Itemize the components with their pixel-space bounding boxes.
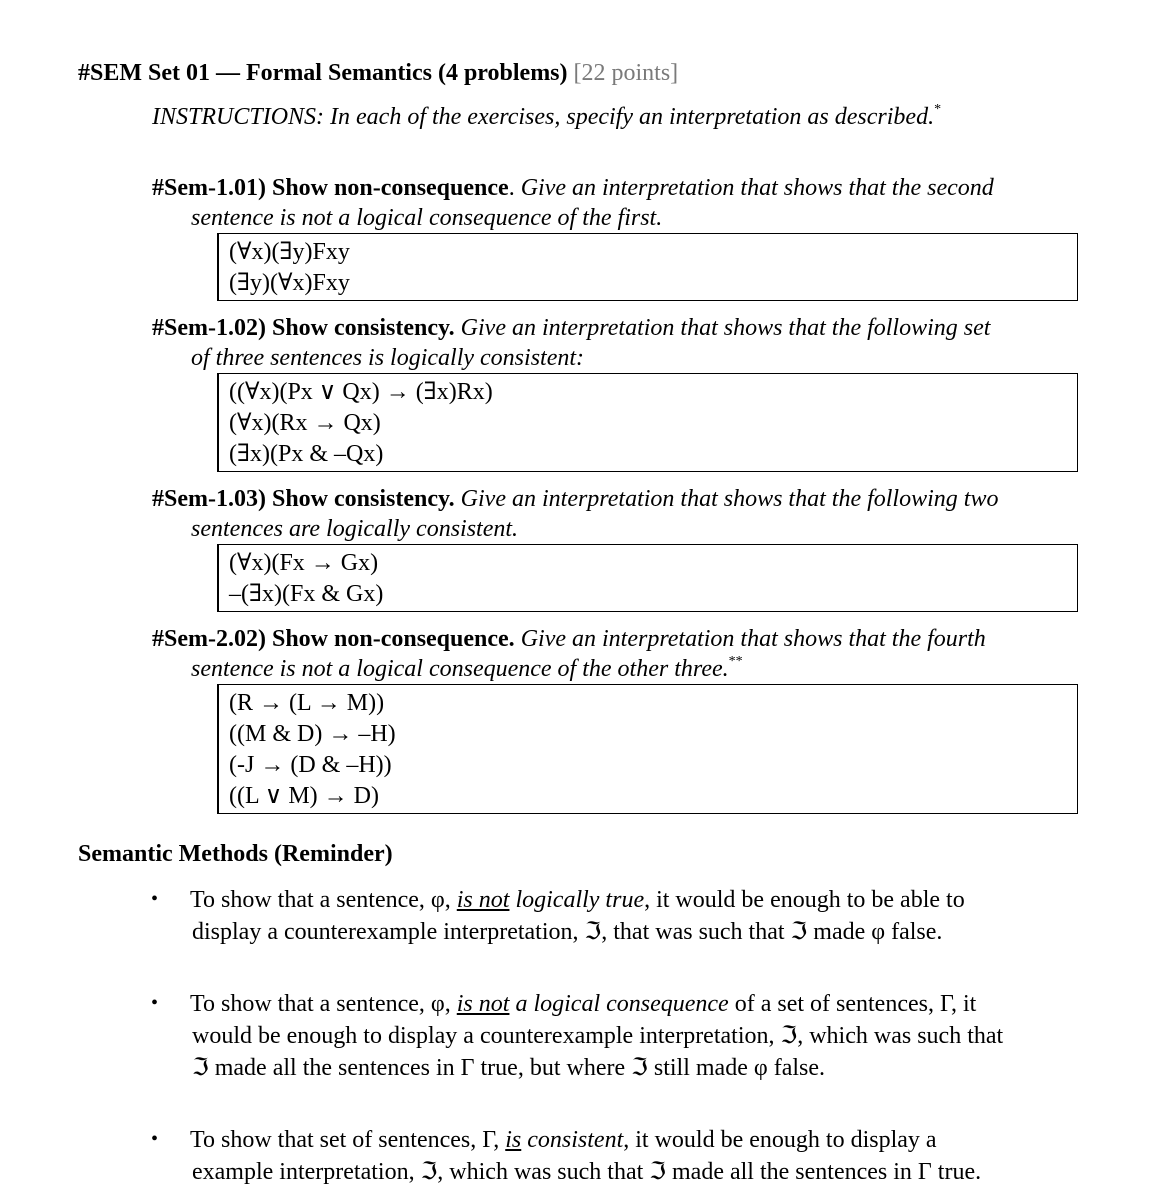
page-title xyxy=(78,60,678,87)
problem-2-heading xyxy=(152,315,990,342)
instructions xyxy=(152,104,941,131)
bullet-2-line-2: would be enough to display a counterexample interpretation, ℑ, which was such that xyxy=(192,1023,1004,1049)
section-title: Semantic Methods (Reminder) xyxy=(78,841,393,867)
sentence: (∀x)(Rx → Qx) xyxy=(229,410,381,436)
sentence: ((M & D) → –H) xyxy=(229,721,396,747)
bullet-icon: • xyxy=(151,992,159,1014)
instructions-text: INSTRUCTIONS: In each of the exercises, specify an interpretation as described. xyxy=(152,104,935,130)
problem-3-sentences xyxy=(217,544,1078,612)
text: To show that a sentence, φ, xyxy=(190,887,457,913)
emphasis: consistent xyxy=(521,1127,624,1153)
bullet-icon: • xyxy=(151,888,159,910)
text: , it would be enough to display a xyxy=(623,1127,937,1153)
bullet-3 xyxy=(190,1124,981,1188)
problem-4-desc-cont xyxy=(191,656,743,683)
problem-4-desc-cont-text: sentence is not a logical consequence of the other three. xyxy=(191,656,729,682)
title-text: #SEM Set 01 — Formal Semantics (4 problems) xyxy=(78,60,568,86)
problem-4-label: #Sem-2.02) Show non-consequence. xyxy=(152,626,515,652)
text: To show that set of sentences, Γ, xyxy=(190,1127,506,1153)
sentence: (∃y)(∀x)Fxy xyxy=(229,270,350,296)
text: of a set of sentences, Γ, it xyxy=(728,991,977,1017)
sentence: ((∀x)(Px ∨ Qx) → (∃x)Rx) xyxy=(229,379,493,405)
problem-1-sentences xyxy=(217,233,1078,301)
problem-2-desc-cont: of three sentences is logically consistent: xyxy=(191,345,585,371)
emphasis: is xyxy=(505,1127,522,1153)
bullet-2-line-1 xyxy=(190,988,1003,1020)
problem-1-heading xyxy=(152,175,994,202)
problem-3-desc: Give an interpretation that shows that the following two xyxy=(460,486,999,512)
problem-1-sep: . xyxy=(508,175,521,201)
emphasis: is not xyxy=(456,887,510,913)
sentence: (∀x)(∃y)Fxy xyxy=(229,239,350,265)
text: , it would be enough to be able to xyxy=(644,887,965,913)
sentence: (R → (L → M)) xyxy=(229,690,385,716)
footnote-mark: * xyxy=(934,102,942,117)
bullet-1-line-2: display a counterexample interpretation, ℑ, that was such that ℑ made φ false. xyxy=(192,919,943,945)
sentence: –(∃x)(Fx & Gx) xyxy=(229,581,384,607)
problem-1-desc: Give an interpretation that shows that the second xyxy=(520,175,994,201)
bullet-icon: • xyxy=(151,1128,159,1150)
sentence: (∃x)(Px & –Qx) xyxy=(229,441,384,467)
emphasis: a logical consequence xyxy=(509,991,729,1017)
sentence: (∀x)(Fx → Gx) xyxy=(229,550,379,576)
bullet-3-line-2: example interpretation, ℑ, which was such that ℑ made all the sentences in Γ true. xyxy=(192,1159,982,1185)
footnote-mark: ** xyxy=(728,654,743,669)
bullet-3-line-1 xyxy=(190,1124,981,1156)
emphasis: logically true xyxy=(509,887,645,913)
problem-3-heading xyxy=(152,486,998,513)
bullet-1-line-1 xyxy=(190,884,965,916)
problem-1-desc-cont: sentence is not a logical consequence of the first. xyxy=(191,205,663,231)
bullet-2 xyxy=(190,988,1003,1084)
problem-2-label: #Sem-1.02) Show consistency. xyxy=(152,315,455,341)
problem-4-heading xyxy=(152,626,986,653)
bullet-1 xyxy=(190,884,965,948)
problem-3-label: #Sem-1.03) Show consistency. xyxy=(152,486,455,512)
problem-4-desc: Give an interpretation that shows that the fourth xyxy=(520,626,986,652)
sentence: ((L ∨ M) → D) xyxy=(229,783,379,809)
problem-2-sentences xyxy=(217,373,1078,472)
emphasis: is not xyxy=(456,991,510,1017)
problem-4-sentences xyxy=(217,684,1078,814)
problem-1-label: #Sem-1.01) Show non-consequence xyxy=(152,175,509,201)
problem-2-desc: Give an interpretation that shows that the following set xyxy=(460,315,991,341)
bullet-2-line-3: ℑ made all the sentences in Γ true, but where ℑ still made φ false. xyxy=(192,1055,825,1081)
text: To show that a sentence, φ, xyxy=(190,991,457,1017)
problem-3-desc-cont: sentences are logically consistent. xyxy=(191,516,519,542)
points-label: [22 points] xyxy=(573,60,679,86)
sentence: (-J → (D & –H)) xyxy=(229,752,392,778)
